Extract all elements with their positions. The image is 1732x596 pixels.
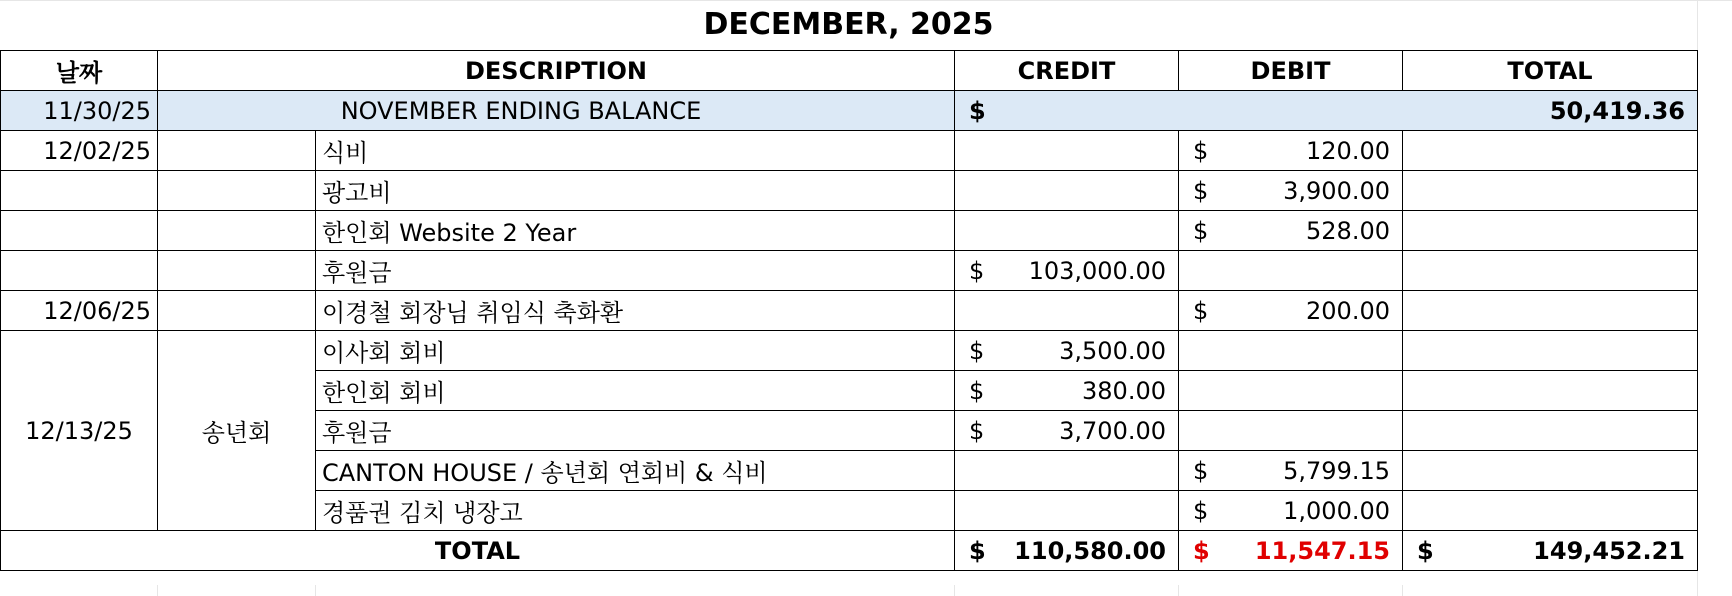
row-credit [955, 131, 1179, 171]
currency-symbol: $ [1193, 536, 1210, 565]
debit-amount: 5,799.15 [1283, 456, 1390, 485]
row-description: 후원금 [316, 251, 955, 291]
page-title: DECEMBER, 2025 [703, 7, 994, 42]
total-credit [955, 531, 1179, 571]
row-credit [955, 291, 1179, 331]
header-total: TOTAL [1403, 51, 1698, 91]
opening-date: 11/30/25 [1, 91, 158, 131]
debit-amount: 528.00 [1306, 216, 1390, 245]
row-debit [1179, 451, 1403, 491]
row-debit [1179, 131, 1403, 171]
row-date [1, 211, 158, 251]
grand-total-amount: 149,452.21 [1533, 536, 1685, 565]
row-debit [1179, 331, 1403, 371]
credit-amount: 3,500.00 [1059, 336, 1166, 365]
currency-symbol: $ [1193, 496, 1209, 525]
row-credit [955, 251, 1179, 291]
opening-debit-cell [1179, 91, 1403, 131]
row-category [158, 251, 316, 291]
header-row [1, 51, 1698, 91]
credit-amount: 3,700.00 [1059, 416, 1166, 445]
row-total [1403, 451, 1698, 491]
row-description: 이사회 회비 [316, 331, 955, 371]
row-total [1403, 331, 1698, 371]
row-description: 이경철 회장님 취임식 축화환 [316, 291, 955, 331]
total-debit-amount: 11,547.15 [1254, 536, 1390, 565]
row-total [1403, 291, 1698, 331]
debit-amount: 3,900.00 [1283, 176, 1390, 205]
debit-amount: 200.00 [1306, 296, 1390, 325]
totals-row[interactable] [1, 531, 1698, 571]
row-total [1403, 491, 1698, 531]
header-credit: CREDIT [955, 51, 1179, 91]
currency-symbol: $ [1417, 536, 1434, 565]
opening-description: NOVEMBER ENDING BALANCE [158, 91, 955, 131]
credit-amount: 103,000.00 [1028, 256, 1166, 285]
row-debit [1179, 171, 1403, 211]
row-category [158, 171, 316, 211]
row-debit [1179, 491, 1403, 531]
header-debit: DEBIT [1179, 51, 1403, 91]
row-date [1, 251, 158, 291]
group-date: 12/13/25 [1, 331, 158, 531]
row-debit [1179, 371, 1403, 411]
row-description: 경품권 김치 냉장고 [316, 491, 955, 531]
row-total [1403, 131, 1698, 171]
table-row[interactable] [1, 251, 1698, 291]
row-category [158, 291, 316, 331]
row-credit [955, 211, 1179, 251]
row-description: 한인회 회비 [316, 371, 955, 411]
row-date [1, 171, 158, 211]
debit-amount: 120.00 [1306, 136, 1390, 165]
row-debit [1179, 251, 1403, 291]
table-row[interactable] [1, 171, 1698, 211]
debit-amount: 1,000.00 [1283, 496, 1390, 525]
currency-symbol: $ [1193, 296, 1209, 325]
row-total [1403, 251, 1698, 291]
currency-symbol: $ [969, 416, 985, 445]
opening-currency-cell [955, 91, 1179, 131]
currency-symbol: $ [1193, 456, 1209, 485]
table-row[interactable] [1, 211, 1698, 251]
currency-symbol: $ [1193, 216, 1209, 245]
grand-total [1403, 531, 1698, 571]
total-credit-amount: 110,580.00 [1014, 536, 1166, 565]
row-total [1403, 411, 1698, 451]
row-credit [955, 331, 1179, 371]
row-debit [1179, 291, 1403, 331]
group-label: 송년회 [158, 331, 316, 531]
header-description: DESCRIPTION [158, 51, 955, 91]
row-description: 광고비 [316, 171, 955, 211]
currency-symbol: $ [969, 536, 986, 565]
row-debit [1179, 411, 1403, 451]
ledger-table [0, 50, 1698, 571]
row-description: 후원금 [316, 411, 955, 451]
opening-balance-row[interactable] [1, 91, 1698, 131]
totals-label [1, 531, 955, 571]
row-total [1403, 371, 1698, 411]
row-credit [955, 171, 1179, 211]
currency-symbol: $ [1193, 176, 1209, 205]
total-debit [1179, 531, 1403, 571]
currency-symbol: $ [969, 96, 986, 125]
row-credit [955, 371, 1179, 411]
currency-symbol: $ [969, 336, 985, 365]
currency-symbol: $ [1193, 136, 1209, 165]
opening-total: 50,419.36 [1403, 91, 1698, 131]
totals-label-text: TOTAL [434, 536, 521, 565]
table-row[interactable] [1, 131, 1698, 171]
table-row[interactable] [1, 291, 1698, 331]
row-category [158, 131, 316, 171]
row-total [1403, 171, 1698, 211]
currency-symbol: $ [969, 376, 985, 405]
row-date: 12/06/25 [1, 291, 158, 331]
row-credit [955, 451, 1179, 491]
row-credit [955, 411, 1179, 451]
credit-amount: 380.00 [1082, 376, 1166, 405]
row-category [158, 211, 316, 251]
row-debit [1179, 211, 1403, 251]
row-total [1403, 211, 1698, 251]
row-description: 식비 [316, 131, 955, 171]
row-credit [955, 491, 1179, 531]
row-description: 한인회 Website 2 Year [316, 211, 955, 251]
currency-symbol: $ [969, 256, 985, 285]
row-description: CANTON HOUSE / 송년회 연회비 & 식비 [316, 451, 955, 491]
header-date: 날짜 [1, 51, 158, 91]
table-row[interactable] [1, 331, 1698, 371]
row-date: 12/02/25 [1, 131, 158, 171]
